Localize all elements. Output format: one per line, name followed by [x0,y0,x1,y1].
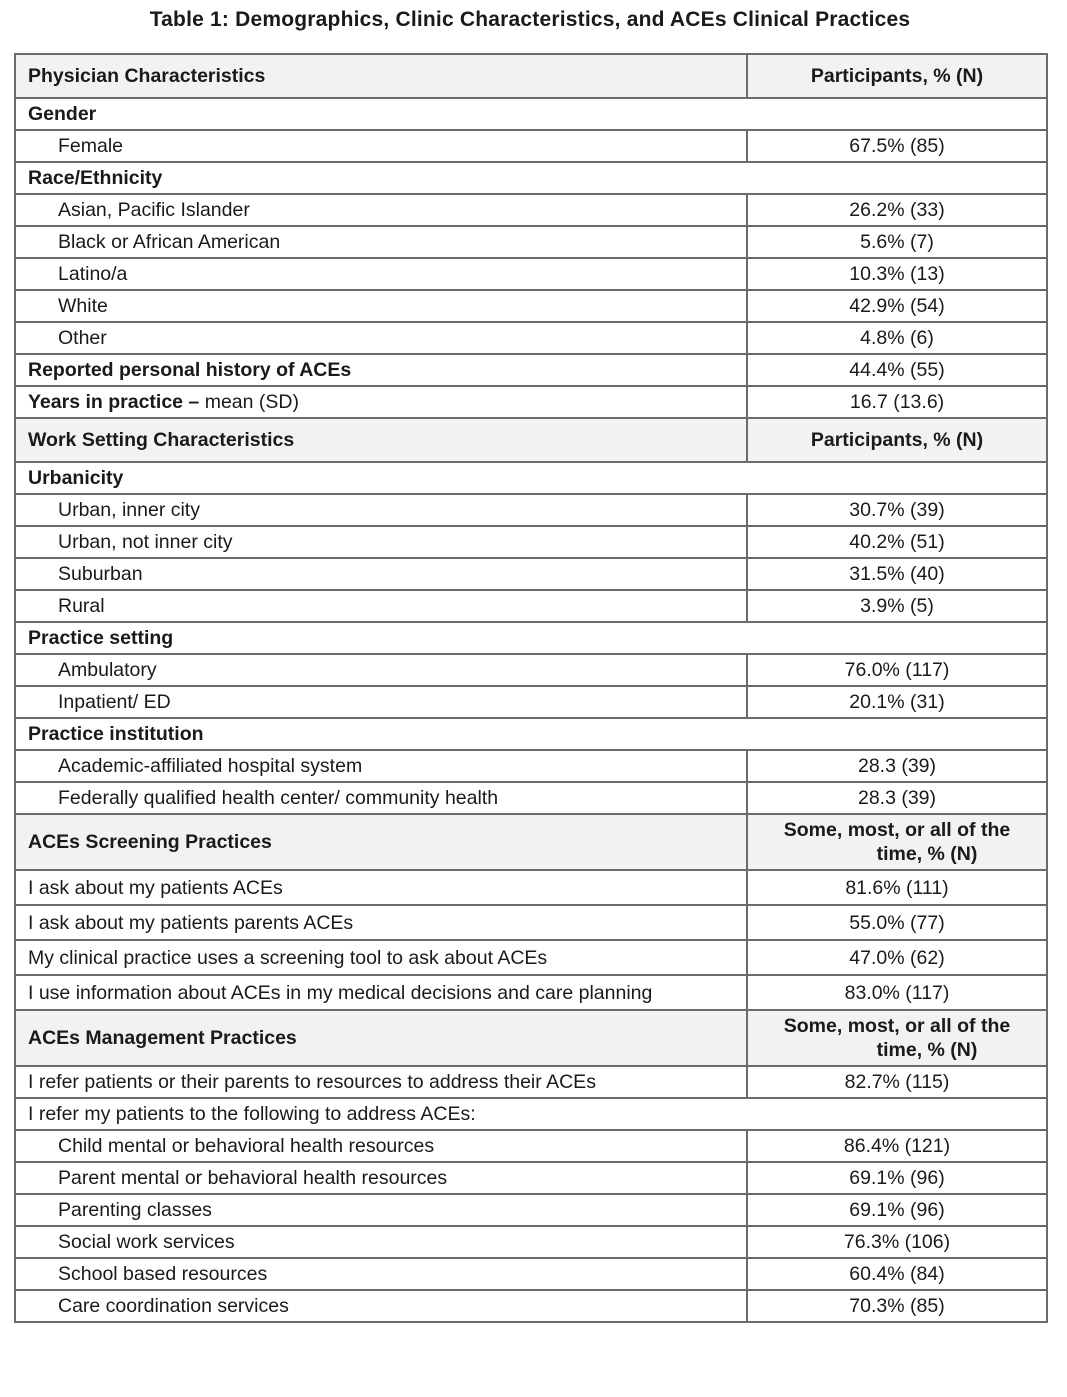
row-label: Suburban [15,558,747,590]
row-value: 47.0% (62) [747,940,1047,975]
row-label: I ask about my patients ACEs [15,870,747,905]
row-label: Asian, Pacific Islander [15,194,747,226]
group-label: Urbanicity [15,462,1047,494]
row-value: 81.6% (111) [747,870,1047,905]
row-label: Inpatient/ ED [15,686,747,718]
row-value: 55.0% (77) [747,905,1047,940]
table-row [15,782,1047,814]
table-row [15,526,1047,558]
row-label: Other [15,322,747,354]
table-row [15,258,1047,290]
row-label: Federally qualified health center/ community health [15,782,747,814]
group-label: Practice institution [15,718,1047,750]
row-label: White [15,290,747,322]
row-value: 60.4% (84) [747,1258,1047,1290]
table-row [15,226,1047,258]
row-value: 16.7 (13.6) [747,386,1047,418]
table-row-years [15,386,1047,418]
column-header-line2: time, % (N) [876,843,978,865]
group-label: Gender [15,98,1047,130]
row-value: 30.7% (39) [747,494,1047,526]
row-value: 82.7% (115) [747,1066,1047,1098]
row-label: Academic-affiliated hospital system [15,750,747,782]
column-header: Participants, % (N) [747,418,1047,462]
group-label: Practice setting [15,622,1047,654]
group-row-institution [15,718,1047,750]
row-value: 42.9% (54) [747,290,1047,322]
table-row [15,590,1047,622]
row-label: Social work services [15,1226,747,1258]
row-value: 4.8% (6) [747,322,1047,354]
table-row [15,290,1047,322]
section-header-physician [15,54,1047,98]
row-label: Reported personal history of ACEs [15,354,747,386]
table-row-refer [15,1066,1047,1098]
row-label: I refer patients or their parents to resources to address their ACEs [15,1066,747,1098]
table-row [15,870,1047,905]
row-label: Child mental or behavioral health resources [15,1130,747,1162]
row-label: School based resources [15,1258,747,1290]
table-row [15,1194,1047,1226]
row-value: 76.0% (117) [747,654,1047,686]
table-row [15,1226,1047,1258]
table-row [15,1258,1047,1290]
table-row [15,322,1047,354]
table-row [15,686,1047,718]
row-value: 69.1% (96) [747,1194,1047,1226]
row-value: 10.3% (13) [747,258,1047,290]
section-title: Physician Characteristics [15,54,747,98]
row-value: 3.9% (5) [747,590,1047,622]
column-header: Participants, % (N) [747,54,1047,98]
row-label: Female [15,130,747,162]
table-row [15,1130,1047,1162]
row-value: 86.4% (121) [747,1130,1047,1162]
row-label: I ask about my patients parents ACEs [15,905,747,940]
row-label: I use information about ACEs in my medical decisions and care planning [15,975,747,1010]
group-label: Race/Ethnicity [15,162,1047,194]
section-title: ACEs Screening Practices [15,814,747,870]
row-label: Rural [15,590,747,622]
section-header-work [15,418,1047,462]
group-row-race [15,162,1047,194]
row-value: 76.3% (106) [747,1226,1047,1258]
row-value: 26.2% (33) [747,194,1047,226]
table-row [15,194,1047,226]
row-value: 69.1% (96) [747,1162,1047,1194]
results-table [14,53,1048,1323]
table-row [15,1162,1047,1194]
row-value: 83.0% (117) [747,975,1047,1010]
row-label: Latino/a [15,258,747,290]
table-row [15,494,1047,526]
column-header [747,1010,1047,1066]
row-value: 67.5% (85) [747,130,1047,162]
row-label [15,386,747,418]
row-label: Ambulatory [15,654,747,686]
table-row [15,975,1047,1010]
table-row [15,1290,1047,1322]
row-label-rest: mean (SD) [199,391,299,413]
table-row [15,905,1047,940]
group-row-refer-list [15,1098,1047,1130]
row-label: Black or African American [15,226,747,258]
row-value: 28.3 (39) [747,750,1047,782]
row-value: 44.4% (55) [747,354,1047,386]
row-value: 5.6% (7) [747,226,1047,258]
row-value: 40.2% (51) [747,526,1047,558]
section-title: ACEs Management Practices [15,1010,747,1066]
row-value: 20.1% (31) [747,686,1047,718]
row-value: 31.5% (40) [747,558,1047,590]
group-row-urbanicity [15,462,1047,494]
table-row [15,558,1047,590]
table-row-aces-history [15,354,1047,386]
row-label: Care coordination services [15,1290,747,1322]
table-row [15,654,1047,686]
section-header-screening [15,814,1047,870]
group-row-gender [15,98,1047,130]
table-caption: Table 1: Demographics, Clinic Characteristics, and ACEs Clinical Practices [149,8,911,31]
column-header [747,814,1047,870]
row-label: Parent mental or behavioral health resources [15,1162,747,1194]
table-row [15,130,1047,162]
table-row [15,750,1047,782]
row-label: My clinical practice uses a screening tool to ask about ACEs [15,940,747,975]
group-label: I refer my patients to the following to address ACEs: [15,1098,1047,1130]
section-title: Work Setting Characteristics [15,418,747,462]
row-label: Parenting classes [15,1194,747,1226]
column-header-line2: time, % (N) [876,1039,978,1061]
row-label-bold: Years in practice – [28,391,200,413]
table-row [15,940,1047,975]
group-row-setting [15,622,1047,654]
row-value: 70.3% (85) [747,1290,1047,1322]
row-label: Urban, not inner city [15,526,747,558]
row-label: Urban, inner city [15,494,747,526]
section-header-management [15,1010,1047,1066]
column-header-line1: Some, most, or all of the [783,1015,1011,1037]
column-header-line1: Some, most, or all of the [783,819,1011,841]
row-value: 28.3 (39) [747,782,1047,814]
